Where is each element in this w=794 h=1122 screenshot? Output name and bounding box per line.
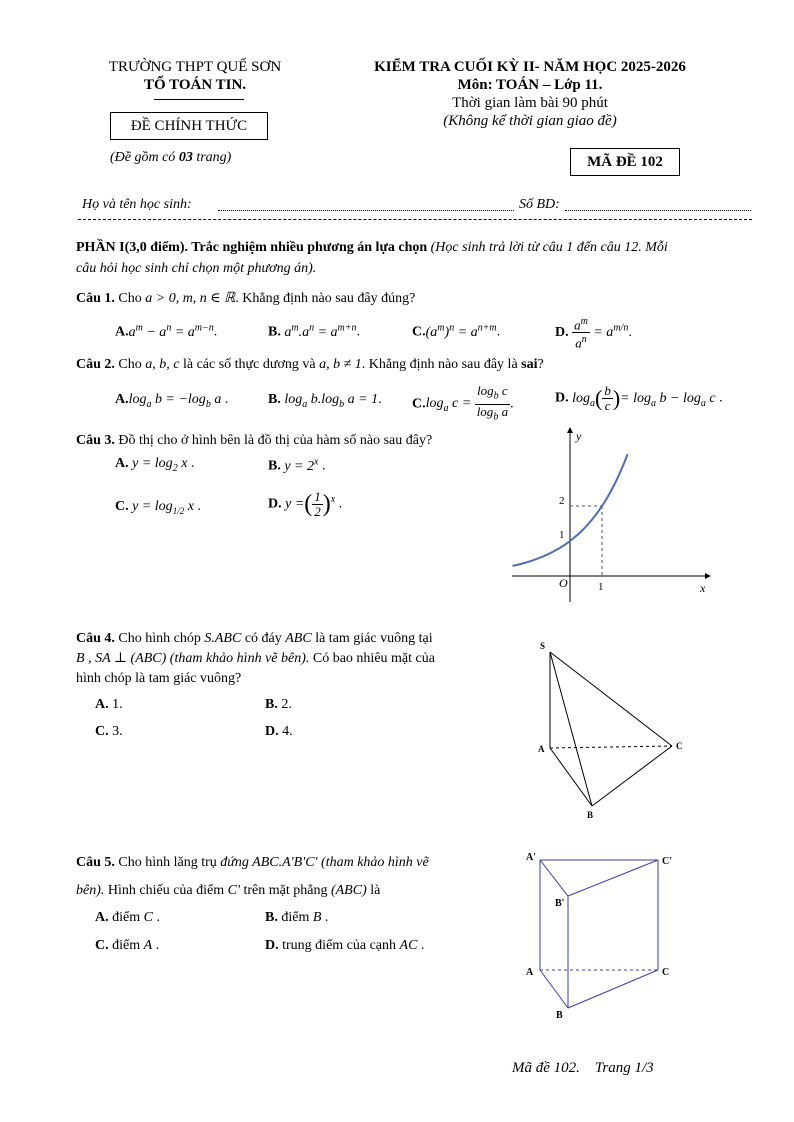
question-5: Câu 5. Cho hình lăng trụ đứng ABC.A'B'C' (tham khảo hình vẽ bên). Hình chiếu của điểm C' trên mặt phẳng (ABC) là: [76, 855, 429, 898]
q1-option-b[interactable]: B. $a^m.a^n = a^{m+n}$.: [268, 322, 361, 340]
origin-label: O: [559, 576, 568, 590]
question-1: Câu 1. Cho a > 0, m, n ∈ ℝ. Khẳng định nào sau đây đúng?: [76, 291, 416, 306]
part1-title: PHẦN I(3,0 điểm). Trắc nghiệm nhiều phương án lựa chọn (Học sinh trả lời từ câu 1 đến câu 12. Mỗi câu hỏi học sinh chỉ chọn một phương án).: [76, 240, 668, 276]
q1-option-a[interactable]: $A.a^m - a^n = a^{m-n}$.: [115, 322, 218, 340]
question-2: Câu 2. Cho a, b, c là các số thực dương và a, b ≠ 1. Khẳng định nào sau đây là sai?: [76, 357, 544, 372]
q4-option-b[interactable]: B. 2.: [265, 697, 292, 712]
vertex-b1-label: B': [555, 898, 565, 909]
q3-option-c[interactable]: C. $y = \log_{1/2} x$ .: [115, 499, 201, 516]
prism-figure: [520, 848, 690, 1023]
q1-option-d[interactable]: D. $\frac{a^m}{a^n}$ = $a^{m/n}$.: [555, 316, 632, 351]
x-axis-label: x: [700, 581, 706, 595]
q5-option-d[interactable]: D. trung điểm của cạnh AC .: [265, 938, 425, 953]
q3-option-b[interactable]: B. $y = 2^x$ .: [268, 456, 326, 474]
y-axis-label: y: [576, 429, 582, 443]
separator-line: [78, 219, 752, 220]
vertex-c-label: C: [676, 741, 683, 751]
q4-option-a[interactable]: A. 1.: [95, 697, 123, 712]
q2-option-c[interactable]: $C.\log_a$ c = $\frac{\log_b c}{\log_b a}$ .: [412, 383, 514, 423]
q1-option-c[interactable]: $C.(a^m)^n = a^{n+m}$.: [412, 322, 501, 340]
student-name-field: [218, 210, 514, 211]
exam-code-box: MÃ ĐỀ 102: [570, 148, 680, 176]
vertex-c1-label: C': [662, 856, 672, 867]
vertex-c-label: C: [662, 967, 670, 978]
subject-line: Môn: TOÁN – Lớp 11.: [457, 77, 603, 93]
q3-option-d[interactable]: D. y =( $\frac{1}{2}$ )$^x$ .: [268, 489, 343, 519]
y-tick-1: 1: [559, 529, 565, 541]
footer-page: Trang 1/3: [594, 1060, 654, 1076]
q2-option-d[interactable]: D. $\log_a$( $\frac{b}{c}$ )= $\log_a b - \log_a c$ .: [555, 383, 723, 413]
q2-option-b[interactable]: B. $\log_a b.\log_b$ a = 1.: [268, 392, 382, 410]
sbd-field: [565, 210, 751, 211]
q2-option-a[interactable]: $A.\log_a$ $b = -\log_b$ a .: [115, 392, 229, 410]
time-note: (Không kể thời gian giao đề): [443, 113, 617, 129]
vertex-a1-label: A': [526, 852, 536, 863]
question-4: Câu 4. Cho hình chóp S.ABC có đáy ABC là tam giác vuông tại B , SA ⊥ (ABC) (tham khảo hình vẽ bên). Có bao nhiêu mặt của hình chóp là tam giác vuông?: [76, 631, 435, 686]
exam-title: KIỂM TRA CUỐI KỲ II- NĂM HỌC 2025-2026: [374, 59, 686, 75]
sbd-label: Số BD:: [519, 197, 560, 212]
vertex-b-label: B: [587, 810, 594, 820]
x-tick-1: 1: [598, 581, 604, 593]
q4-option-c[interactable]: C. 3.: [95, 724, 123, 739]
q5-option-b[interactable]: B. điểm B .: [265, 910, 329, 925]
school-name: TRƯỜNG THPT QUẾ SƠN: [108, 59, 282, 75]
pages-note: (Đề gồm có 03 trang): [110, 150, 232, 165]
vertex-s-label: S: [540, 641, 546, 651]
time-line: Thời gian làm bài 90 phút: [452, 95, 608, 111]
q5-option-a[interactable]: A. điểm C .: [95, 910, 160, 925]
vertex-b-label: B: [556, 1010, 563, 1021]
exponential-graph: [508, 424, 718, 604]
vertex-a-label: A: [538, 744, 545, 754]
student-name-label: Họ và tên học sinh:: [82, 197, 192, 212]
vertex-a-label: A: [526, 967, 534, 978]
header-rule: [154, 99, 244, 100]
pyramid-figure: [530, 636, 695, 821]
q3-option-a[interactable]: A. $y = \log_2 x$ .: [115, 456, 195, 474]
q5-option-c[interactable]: C. điểm A .: [95, 938, 160, 953]
y-tick-2: 2: [559, 495, 565, 507]
question-3: Câu 3. Đồ thị cho ở hình bên là đồ thị của hàm số nào sau đây?: [76, 433, 433, 448]
department-name: TỔ TOÁN TIN.: [143, 77, 247, 93]
footer-code: Mã đề 102.: [512, 1060, 580, 1076]
official-badge: ĐỀ CHÍNH THỨC: [110, 112, 268, 140]
q4-option-d[interactable]: D. 4.: [265, 724, 293, 739]
footer: [512, 1060, 654, 1077]
